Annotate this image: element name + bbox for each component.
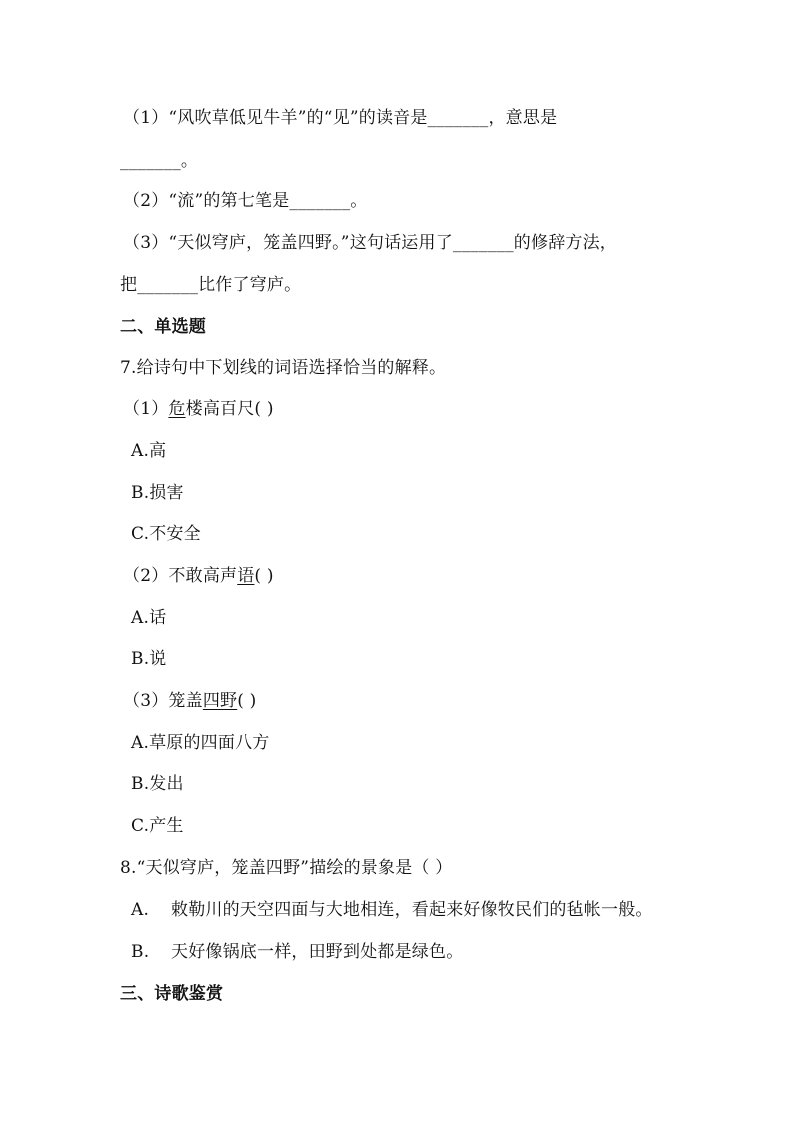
q7-sub2-option-a: A.话 (131, 608, 167, 628)
q6-part2: （2）“流”的第七笔是_______。 (123, 191, 368, 211)
q7-sub2-underlined-word: 语 (237, 566, 255, 586)
q7-sub2-rest: ( ) (254, 566, 274, 586)
q6-part3-line2: 把_______比作了穹庐。 (120, 275, 302, 295)
section-title-poetry-appreciation: 三、诗歌鉴赏 (120, 984, 224, 1004)
q7-sub1-option-c: C.不安全 (131, 524, 201, 544)
q8-stem: 8.“天似穹庐，笼盖四野”描绘的景象是（ ） (120, 858, 453, 878)
q7-sub3-option-b: B.发出 (131, 774, 184, 794)
q7-sub3-prefix: （3）笼盖 (123, 691, 203, 711)
q7-sub3-option-a: A.草原的四面八方 (131, 733, 270, 753)
q6-part3-line1: （3）“天似穹庐，笼盖四野。”这句话运用了_______的修辞方法， (123, 233, 617, 253)
q7-sub1-rest: 楼高百尺( ) (185, 399, 274, 419)
q7-sub1-option-b: B.损害 (131, 483, 184, 503)
q7-sub3-option-c: C.产生 (131, 816, 184, 836)
q7-sub3 (123, 690, 257, 712)
q7-sub3-underlined-word: 四野 (202, 691, 238, 711)
q8-option-a (131, 899, 653, 921)
q6-part1-line1: （1）“风吹草低见牛羊”的“见”的读音是_______，意思是 (123, 108, 558, 128)
q8-option-b-text: 天好像锅底一样，田野到处都是绿色。 (171, 942, 464, 962)
q7-sub2-option-b: B.说 (131, 649, 167, 669)
q8-option-a-letter: A. (131, 900, 150, 920)
q7-sub1 (123, 398, 274, 420)
q8-option-b (131, 941, 463, 963)
q7-sub1-underlined-word: 危 (168, 399, 186, 419)
q8-option-a-text: 敕勒川的天空四面与大地相连，看起来好像牧民们的毡帐一般。 (171, 900, 653, 920)
q6-part1-line2: _______。 (120, 151, 199, 171)
q7-sub3-rest: ( ) (237, 691, 257, 711)
section-title-single-choice: 二、单选题 (120, 317, 206, 337)
q7-sub1-option-a: A.高 (131, 441, 167, 461)
q7-sub2-prefix: （2）不敢高声 (123, 566, 238, 586)
q8-option-b-letter: B. (131, 942, 150, 962)
q7-sub1-prefix: （1） (123, 399, 169, 419)
q7-stem: 7.给诗句中下划线的词语选择恰当的解释。 (120, 358, 447, 378)
q7-sub2 (123, 565, 274, 587)
